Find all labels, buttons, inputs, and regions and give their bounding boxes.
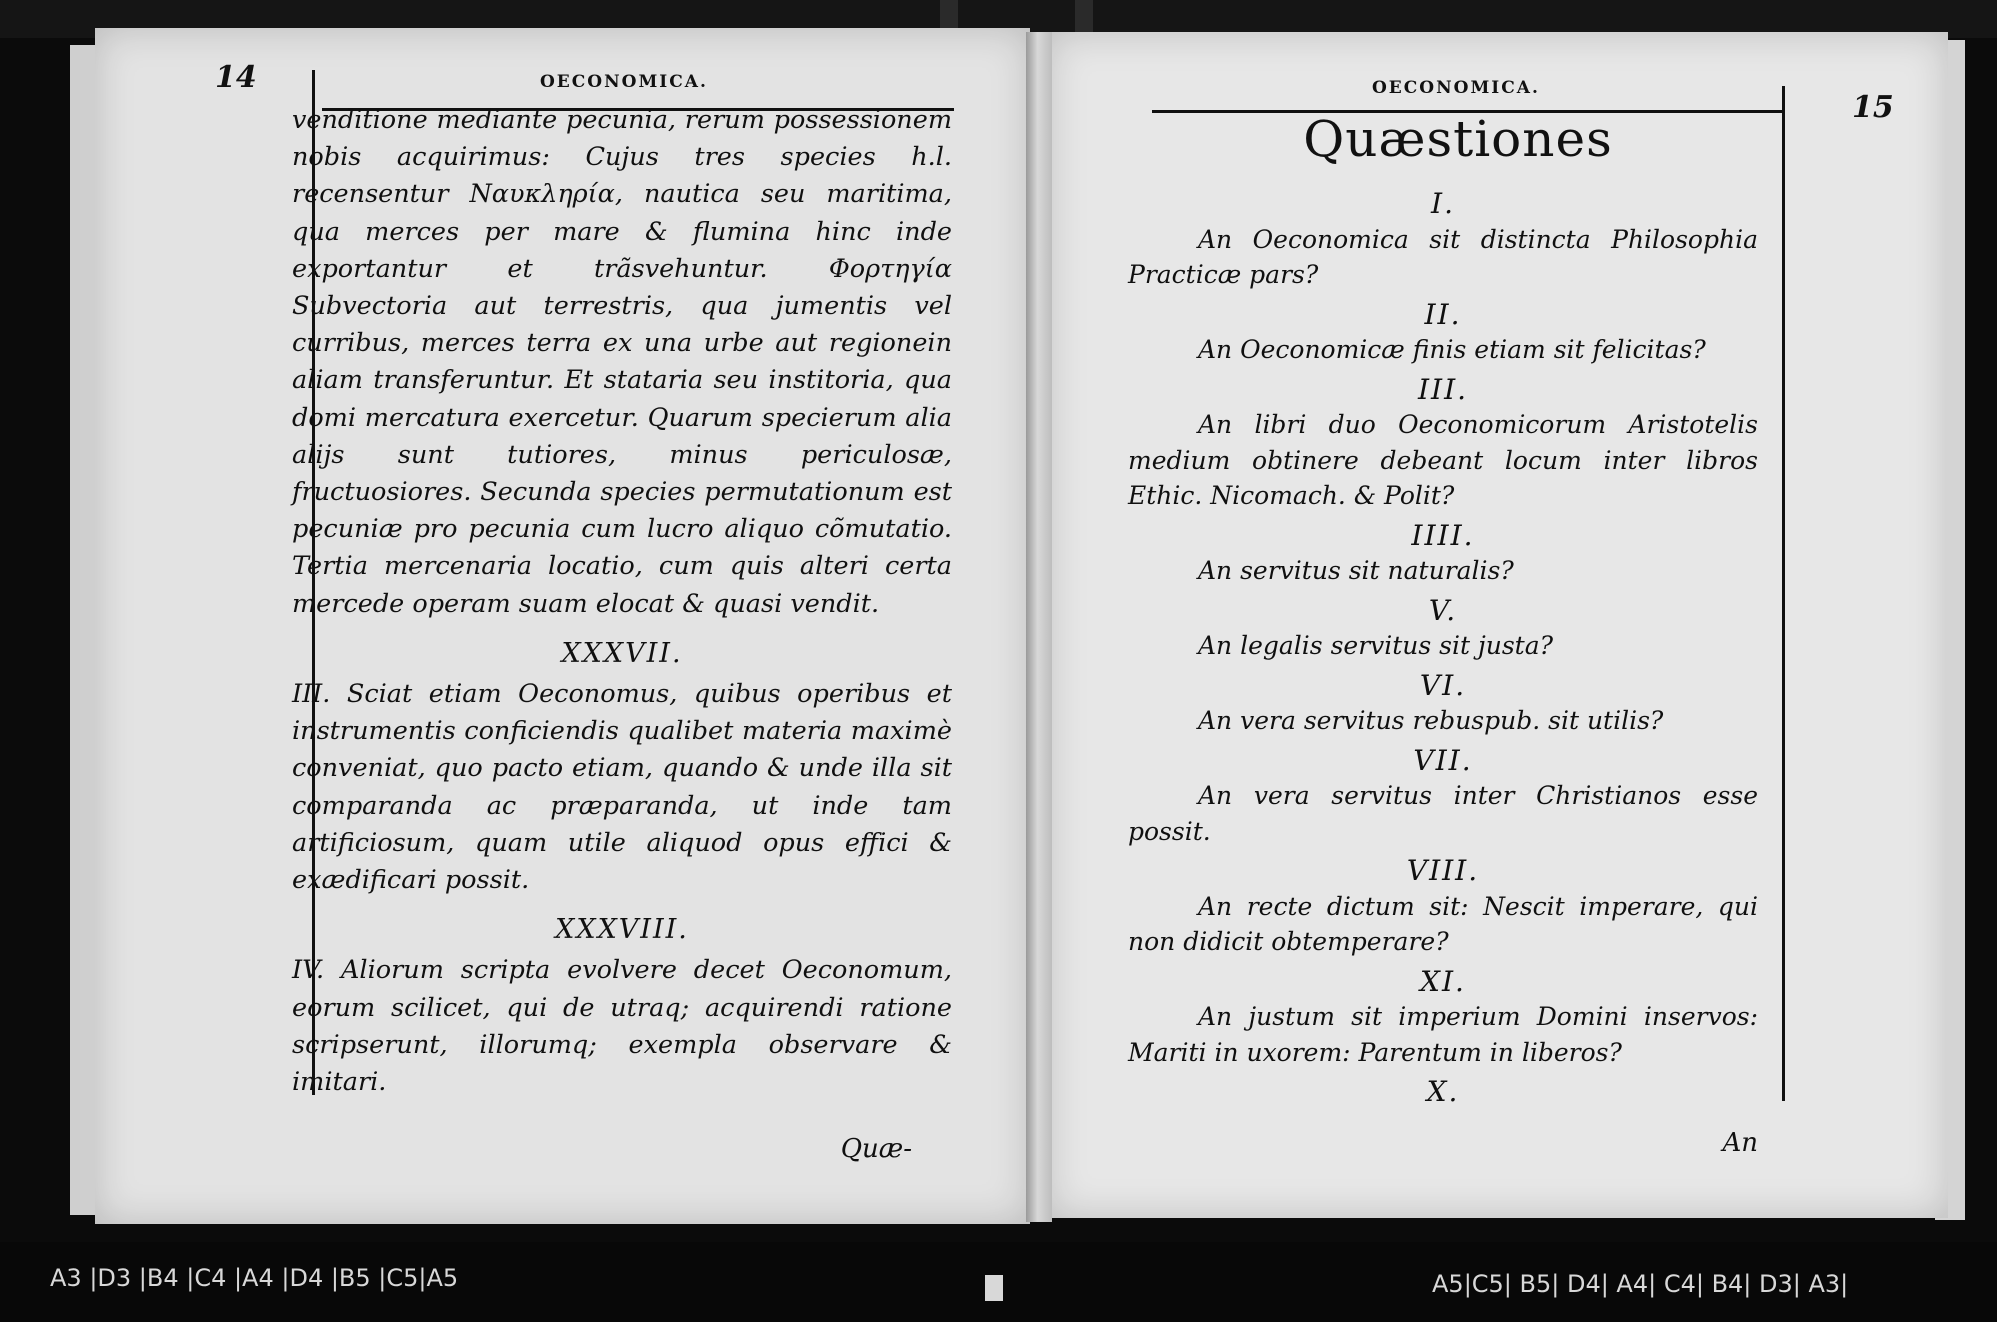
left-running-head: OECONOMICA. [540,72,708,92]
film-labels-left: A3 |D3 |B4 |C4 |A4 |D4 |B5 |C5|A5 [50,1264,459,1292]
question-number: VI. [1419,668,1467,702]
question-number: III. [1417,372,1469,406]
question-text: An Oeconomicæ finis etiam sit felicitas? [1198,335,1706,364]
right-running-head: OECONOMICA. [1372,78,1540,98]
question-text: An justum sit imperium Domini inservos: Mariti in uxorem: Parentum in liberos? [1128,1002,1758,1067]
section-text-xxxvii: III. Sciat etiam Oeconomus, quibus operibus et instrumentis conficiendis qualibet materia maximè conveniat, quo pacto etiam, quando & unde illa sit comparanda ac præparanda, ut inde tam artificiosum, quam utile aliquod opus effici & exædificari possit. [292,679,952,896]
left-page-number: 14 [215,60,257,95]
left-paragraph: venditione mediante pecunia, rerum possessionem nobis acquirimus: Cujus tres species h.l. recensentur Ναυκληρία, nautica seu maritima, qua merces per mare & flumina hinc inde exportantur et trãsvehuntur. Φορτηγία Subvectoria aut terrestris, qua jumentis vel curribus, merces terra ex una urbe aut regionein aliam transferuntur. Et stataria seu institoria, qua domi mercatura exercetur. Quarum specierum alia alijs sunt tutiores, minus periculosæ, fructuosiores. Secunda species permutationum est pecuniæ pro pecunia cum lucro aliquo cõmutatio. Tertia mercenaria locatio, cum quis alteri certa mercede operam suam elocat & quasi vendit. [292,105,952,619]
question-number: IIII. [1411,518,1475,552]
question-number: I. [1431,187,1455,220]
question-text: An servitus sit naturalis? [1198,556,1514,585]
question-number: XI. [1420,964,1466,998]
question-text: An libri duo Oeconomicorum Aristotelis medium obtinere debeant locum inter libros Ethic. Nicomach. & Polit? [1128,410,1758,510]
left-text-block [292,102,952,1168]
section-heading-xxxvii: XXXVII. [561,637,683,669]
page-title: Quæstiones [1303,110,1613,168]
film-center-mark [985,1275,1003,1301]
film-labels-right: A5|C5| B5| D4| A4| C4| B4| D3| A3| [1432,1270,1849,1298]
question-number: VIII. [1406,854,1480,887]
right-catchword: An [1722,1127,1758,1158]
left-catchword: Quæ- [840,1134,912,1165]
questions-list [1128,182,1758,1161]
question-text: An vera servitus inter Christianos esse possit. [1128,781,1758,846]
question-number: V. [1428,593,1458,627]
right-margin-rule [1782,86,1785,1101]
question-number: II. [1424,297,1462,331]
right-page-number: 15 [1852,90,1894,125]
section-heading-xxxviii: XXXVIII. [555,914,689,946]
question-text: An legalis servitus sit justa? [1198,631,1554,660]
question-text: An Oeconomica sit distincta Philosophia Practicæ pars? [1128,224,1758,289]
question-text: An vera servitus rebuspub. sit utilis? [1198,706,1664,735]
question-number: VII. [1413,743,1473,777]
question-text: An recte dictum sit: Nescit imperare, qui non didicit obtemperare? [1128,891,1758,956]
question-number: X. [1426,1075,1460,1108]
book-gutter [1026,32,1052,1222]
section-text-xxxviii: IV. Aliorum scripta evolvere decet Oeconomum, eorum scilicet, qui de utraq; acquirendi ratione scripserunt, illorumq; exempla observare & imitari. [292,955,952,1098]
